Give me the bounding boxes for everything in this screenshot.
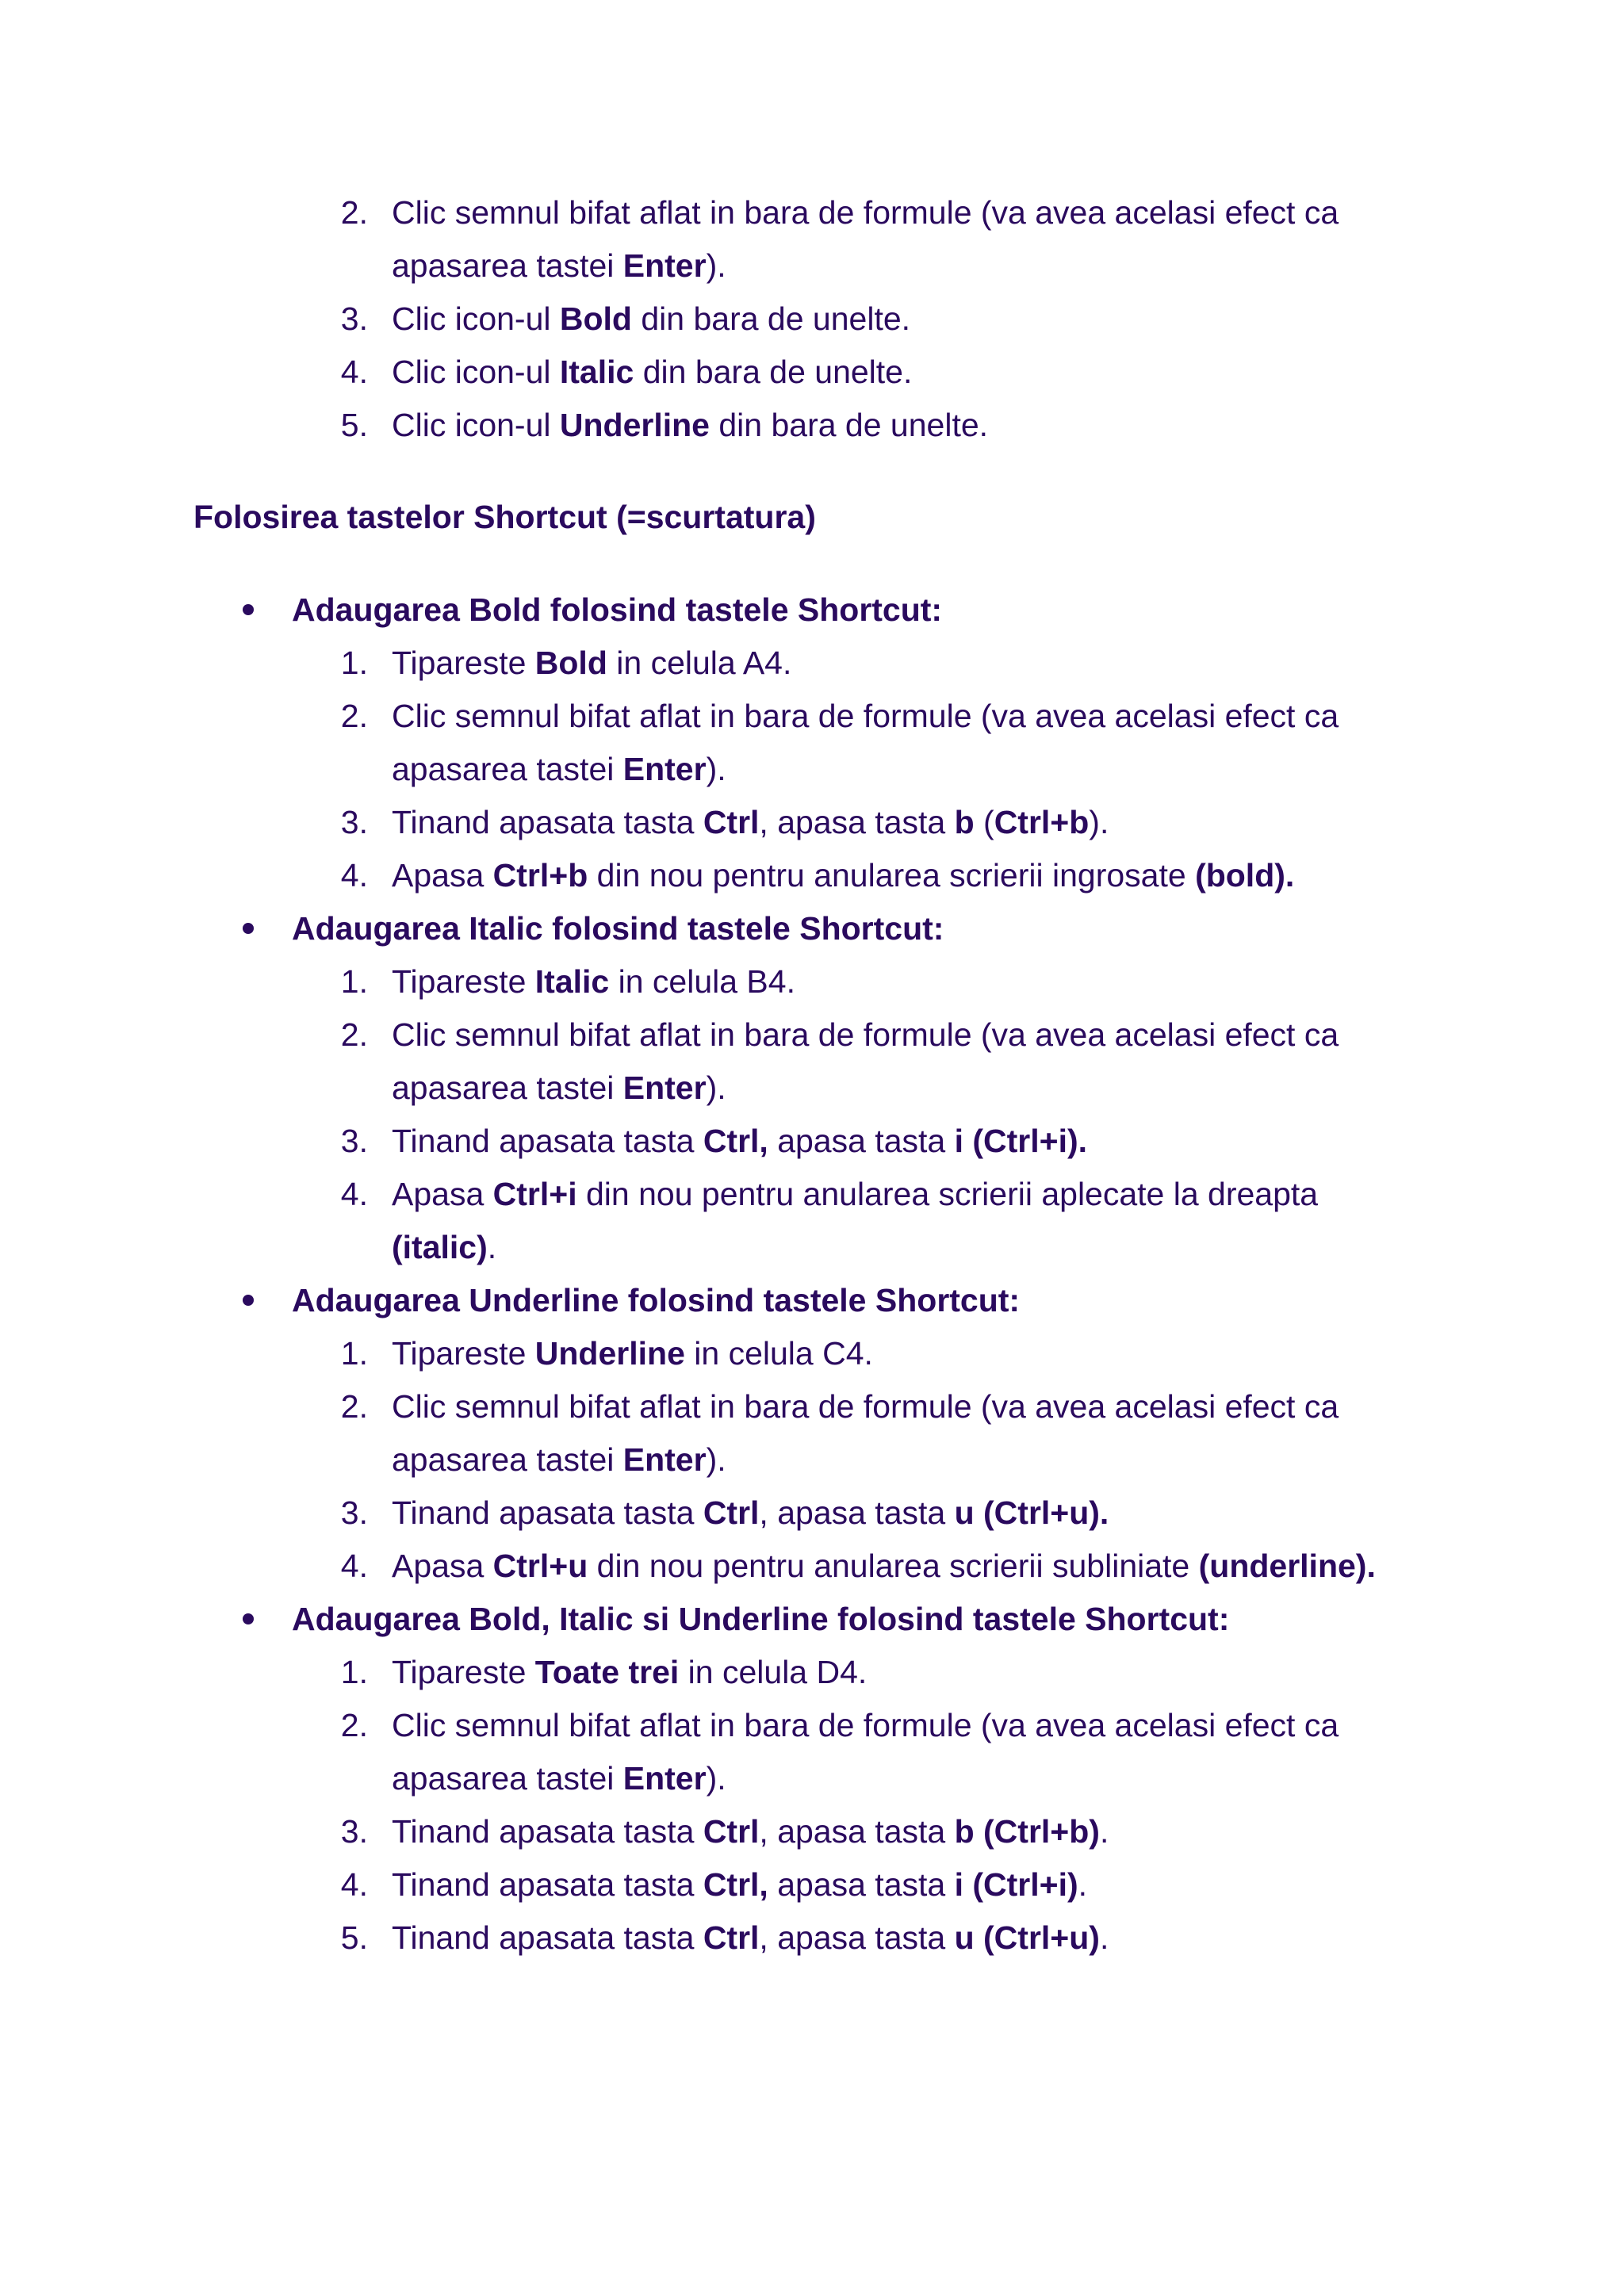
list-item-text <box>392 1228 496 1266</box>
plain-text: Clic semnul bifat aflat in bara de formule (va avea acelasi efect ca <box>392 1388 1339 1425</box>
plain-text: apasarea tastei <box>392 1760 623 1797</box>
plain-text: apasarea tastei <box>392 247 623 284</box>
bold-text: i (Ctrl+i). <box>954 1123 1088 1159</box>
list-item-text <box>392 697 1339 735</box>
plain-text: in celula B4. <box>609 963 795 1000</box>
bold-text: Bold <box>559 300 632 337</box>
group-title: Adaugarea Bold folosind tastele Shortcut: <box>292 591 943 628</box>
plain-text: Clic icon-ul <box>392 354 560 390</box>
plain-text: , apasa tasta <box>759 1919 955 1956</box>
list-number: 5. <box>340 1919 368 1956</box>
bold-text: Italic <box>534 963 610 1000</box>
plain-text: apasa tasta <box>768 1123 955 1159</box>
plain-text: din nou pentru anularea scrierii subliniate <box>588 1548 1199 1584</box>
plain-text: Tinand apasata tasta <box>392 1123 703 1159</box>
list-number: 3. <box>340 1494 368 1531</box>
list-number: 4. <box>340 1176 368 1212</box>
plain-text: din nou pentru anularea scrierii aplecate la dreapta <box>576 1176 1319 1212</box>
list-number: 1. <box>340 1335 368 1372</box>
list-item-text <box>392 353 912 391</box>
section-heading: Folosirea tastelor Shortcut (=scurtatura) <box>193 499 816 535</box>
list-number: 4. <box>340 1548 368 1584</box>
plain-text: Apasa <box>392 857 493 894</box>
list-number: 2. <box>340 1707 368 1743</box>
plain-text: Tipareste <box>392 1654 535 1690</box>
bold-text: (underline). <box>1198 1548 1376 1584</box>
list-item-text <box>392 406 988 444</box>
bold-text: (italic) <box>392 1229 488 1265</box>
plain-text: apasarea tastei <box>392 751 623 787</box>
plain-text: din bara de unelte. <box>709 407 989 443</box>
plain-text: apasarea tastei <box>392 1441 623 1478</box>
plain-text: apasa tasta <box>768 1866 955 1903</box>
bold-text: Enter <box>622 1070 707 1106</box>
group-title: Adaugarea Italic folosind tastele Shortcut: <box>292 910 944 947</box>
list-item-text <box>392 1919 1109 1957</box>
plain-text: in celula C4. <box>684 1335 873 1372</box>
list-item-text <box>392 300 910 338</box>
plain-text: Clic semnul bifat aflat in bara de formule (va avea acelasi efect ca <box>392 194 1339 231</box>
list-number: 4. <box>340 857 368 894</box>
plain-text: , apasa tasta <box>759 1494 955 1531</box>
list-item-text <box>392 856 1294 894</box>
plain-text: ( <box>974 804 994 840</box>
list-item-text <box>392 803 1109 841</box>
plain-text: ). <box>1089 804 1109 840</box>
bold-text: b <box>954 804 975 840</box>
list-item-text <box>392 1175 1318 1213</box>
plain-text: Clic semnul bifat aflat in bara de formule (va avea acelasi efect ca <box>392 698 1339 734</box>
plain-text: ). <box>706 1760 726 1797</box>
plain-text: Tinand apasata tasta <box>392 1494 703 1531</box>
bold-text: (bold). <box>1195 857 1295 894</box>
bold-text: Ctrl <box>703 1919 760 1956</box>
list-item-text <box>392 1547 1376 1585</box>
list-item-text <box>392 1494 1109 1532</box>
plain-text: in celula D4. <box>679 1654 868 1690</box>
list-number: 2. <box>340 1388 368 1425</box>
bold-text: Bold <box>534 645 607 681</box>
list-number: 2. <box>340 1016 368 1053</box>
bold-text: Ctrl+b <box>492 857 588 894</box>
group-title: Adaugarea Bold, Italic si Underline folosind tastele Shortcut: <box>292 1601 1230 1637</box>
list-item-text <box>392 1016 1339 1054</box>
group-title: Adaugarea Underline folosind tastele Shortcut: <box>292 1282 1021 1318</box>
list-item-text <box>392 644 791 682</box>
plain-text: . <box>1078 1866 1088 1903</box>
list-item-text <box>392 1759 726 1797</box>
bold-text: Enter <box>622 247 707 284</box>
list-number: 4. <box>340 1866 368 1903</box>
bold-text: Italic <box>559 354 634 390</box>
list-number: 2. <box>340 698 368 734</box>
bold-text: Ctrl <box>703 804 760 840</box>
list-number: 3. <box>340 1813 368 1850</box>
bold-text: Ctrl+i <box>492 1176 577 1212</box>
plain-text: Tinand apasata tasta <box>392 1813 703 1850</box>
bold-text: Underline <box>534 1335 685 1372</box>
plain-text: Clic semnul bifat aflat in bara de formule (va avea acelasi efect ca <box>392 1016 1339 1053</box>
plain-text: Tipareste <box>392 963 535 1000</box>
plain-text: ). <box>706 751 726 787</box>
bold-text: Ctrl <box>703 1494 760 1531</box>
plain-text: . <box>1099 1919 1109 1956</box>
bullet-icon <box>243 604 254 615</box>
plain-text: ). <box>706 1070 726 1106</box>
bold-text: i (Ctrl+i) <box>954 1866 1078 1903</box>
plain-text: , apasa tasta <box>759 1813 955 1850</box>
bold-text: Ctrl+b <box>994 804 1090 840</box>
bullet-icon <box>243 923 254 934</box>
bold-text: Ctrl+u <box>492 1548 588 1584</box>
list-item-text <box>392 1334 873 1372</box>
bold-text: Enter <box>622 1760 707 1797</box>
list-item-text <box>392 247 726 285</box>
plain-text: Tipareste <box>392 1335 535 1372</box>
list-item-text <box>392 962 795 1001</box>
list-number: 3. <box>340 300 368 337</box>
list-item-text <box>392 1812 1109 1850</box>
bold-text: Ctrl, <box>703 1866 768 1903</box>
list-item-text <box>392 1122 1087 1160</box>
plain-text: Tipareste <box>392 645 535 681</box>
plain-text: ). <box>706 247 726 284</box>
bold-text: b (Ctrl+b) <box>954 1813 1100 1850</box>
list-item-text <box>392 750 726 788</box>
bold-text: Ctrl <box>703 1813 760 1850</box>
plain-text: Tinand apasata tasta <box>392 1866 703 1903</box>
list-item-text <box>392 1653 867 1691</box>
bold-text: Toate trei <box>534 1654 680 1690</box>
plain-text: . <box>487 1229 497 1265</box>
list-number: 3. <box>340 804 368 840</box>
plain-text: in celula A4. <box>607 645 792 681</box>
bold-text: Underline <box>559 407 710 443</box>
list-number: 1. <box>340 645 368 681</box>
list-item-text <box>392 1441 726 1479</box>
bold-text: u (Ctrl+u) <box>954 1919 1100 1956</box>
plain-text: Clic icon-ul <box>392 300 560 337</box>
bold-text: Enter <box>622 1441 707 1478</box>
list-number: 2. <box>340 194 368 231</box>
plain-text: din bara de unelte. <box>634 354 913 390</box>
list-number: 5. <box>340 407 368 443</box>
list-item-text <box>392 1866 1087 1904</box>
plain-text: . <box>1099 1813 1109 1850</box>
list-item-text <box>392 1387 1339 1425</box>
bullet-icon <box>243 1613 254 1624</box>
bullet-icon <box>243 1295 254 1306</box>
list-item-text <box>392 1069 726 1107</box>
plain-text: Tinand apasata tasta <box>392 1919 703 1956</box>
bold-text: Ctrl, <box>703 1123 768 1159</box>
plain-text: Apasa <box>392 1548 493 1584</box>
list-item-text <box>392 193 1339 232</box>
bold-text: Enter <box>622 751 707 787</box>
list-number: 1. <box>340 963 368 1000</box>
list-number: 3. <box>340 1123 368 1159</box>
bold-text: u (Ctrl+u). <box>954 1494 1109 1531</box>
plain-text: apasarea tastei <box>392 1070 623 1106</box>
plain-text: Tinand apasata tasta <box>392 804 703 840</box>
list-number: 1. <box>340 1654 368 1690</box>
plain-text: ). <box>706 1441 726 1478</box>
plain-text: Clic icon-ul <box>392 407 560 443</box>
plain-text: , apasa tasta <box>759 804 955 840</box>
plain-text: Apasa <box>392 1176 493 1212</box>
plain-text: din bara de unelte. <box>631 300 911 337</box>
list-item-text <box>392 1706 1339 1744</box>
list-number: 4. <box>340 354 368 390</box>
plain-text: din nou pentru anularea scrierii ingrosate <box>588 857 1196 894</box>
plain-text: Clic semnul bifat aflat in bara de formule (va avea acelasi efect ca <box>392 1707 1339 1743</box>
